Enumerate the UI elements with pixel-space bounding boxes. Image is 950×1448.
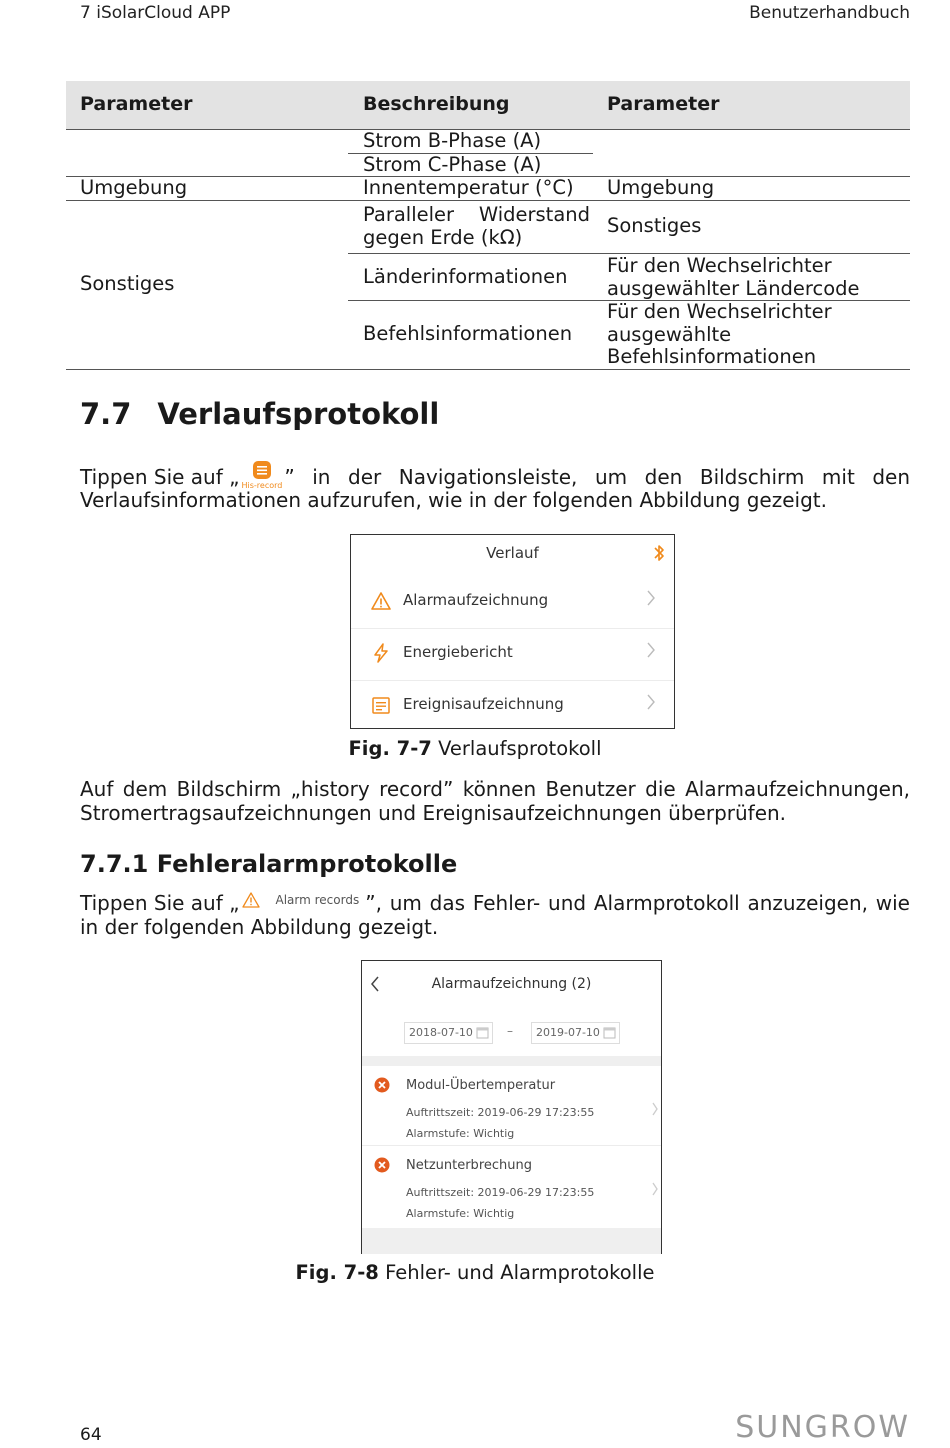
para-text: ”, um das Fehler- und Alarmprotokoll anzuzeigen, wie xyxy=(365,890,910,915)
event-list-icon xyxy=(370,694,392,716)
warning-icon xyxy=(370,590,392,612)
chevron-right-icon xyxy=(646,589,656,607)
list-footer-gap xyxy=(362,1228,661,1254)
date-to-field[interactable] xyxy=(531,1022,620,1044)
paragraph-line xyxy=(80,462,910,490)
table-cell: Paralleler Widerstand xyxy=(363,203,591,226)
list-item-label: Alarmaufzeichnung xyxy=(403,591,549,609)
chevron-right-icon xyxy=(651,1181,659,1197)
date-separator: – xyxy=(507,1024,513,1038)
calendar-icon xyxy=(603,1026,616,1039)
list-item-alarm-records[interactable] xyxy=(351,577,674,629)
alarm-records-inline-label: Alarm records xyxy=(275,892,360,907)
his-record-icon-label: His-record xyxy=(241,481,283,490)
date-from-field[interactable] xyxy=(404,1022,493,1044)
chevron-right-icon xyxy=(646,693,656,711)
alarm-list-item[interactable] xyxy=(362,1147,661,1227)
screen-title: Alarmaufzeichnung (2) xyxy=(431,976,592,992)
chevron-right-icon xyxy=(646,641,656,659)
alarm-name: Netzunterbrechung xyxy=(406,1158,532,1173)
table-cell: Sonstiges xyxy=(80,272,175,295)
page-number: 64 xyxy=(80,1425,102,1445)
table-cell: Für den Wechselrichter xyxy=(607,300,832,323)
table-cell: Für den Wechselrichter xyxy=(607,254,832,277)
alarm-level: Alarmstufe: Wichtig xyxy=(406,1207,515,1220)
alarm-time: Auftrittszeit: 2019-06-29 17:23:55 xyxy=(406,1186,595,1199)
table-cell: Umgebung xyxy=(80,176,188,199)
figure-caption xyxy=(0,737,950,760)
chevron-right-icon xyxy=(651,1101,659,1117)
his-record-nav-icon xyxy=(242,459,283,490)
table-cell: ausgewählter Ländercode xyxy=(607,277,860,300)
alarm-name: Modul-Übertemperatur xyxy=(406,1078,556,1093)
table-cell: Länderinformationen xyxy=(363,265,568,288)
table-cell: Strom B-Phase (A) xyxy=(363,129,542,152)
alarm-list-item[interactable] xyxy=(362,1066,661,1146)
warning-icon xyxy=(242,892,260,908)
table-cell: Innentemperatur (°C) xyxy=(363,176,574,199)
table-cell: Befehlsinformationen xyxy=(607,345,817,368)
table-cell: Strom C-Phase (A) xyxy=(363,153,542,176)
date-from-value: 2018-07-10 xyxy=(409,1026,473,1039)
subsection-heading: 7.7.1 Fehleralarmprotokolle xyxy=(80,850,458,878)
lightning-icon xyxy=(370,642,392,664)
his-record-icon xyxy=(251,459,273,481)
bluetooth-icon[interactable] xyxy=(652,543,666,563)
table-cell: Umgebung xyxy=(607,176,715,199)
para-text: Tippen Sie auf „ xyxy=(80,465,240,489)
caption-text: Fehler- und Alarmprotokolle xyxy=(378,1261,655,1284)
sungrow-logo: SUNGROW xyxy=(735,1410,910,1445)
alarm-records-screenshot xyxy=(361,960,662,1254)
table-cell: Befehlsinformationen xyxy=(363,322,573,345)
list-item-energy-report[interactable] xyxy=(351,629,674,681)
paragraph-line: Auf dem Bildschirm „history record” können Benutzer die Alarmaufzeichnungen, xyxy=(80,777,910,801)
section-number: 7.7 xyxy=(80,397,132,431)
paragraph-line: Verlaufsinformationen aufzurufen, wie in der folgenden Abbildung gezeigt. xyxy=(80,488,827,512)
alarm-level: Alarmstufe: Wichtig xyxy=(406,1127,515,1140)
section-title: Verlaufsprotokoll xyxy=(157,397,440,431)
figure-caption xyxy=(0,1261,950,1284)
caption-text: Verlaufsprotokoll xyxy=(431,737,602,760)
list-item-label: Ereignisaufzeichnung xyxy=(403,695,564,713)
table-cell: ausgewählte xyxy=(607,323,732,346)
list-item-event-records[interactable] xyxy=(351,681,674,733)
alarm-time: Auftrittszeit: 2019-06-29 17:23:55 xyxy=(406,1106,595,1119)
list-item-label: Energiebericht xyxy=(403,643,513,661)
section-gap xyxy=(362,1056,661,1066)
paragraph-line xyxy=(80,890,910,916)
para-text: ” in der Navigationsleiste, um den Bildschirm mit den xyxy=(284,465,910,489)
table-bottom-rule xyxy=(66,369,910,370)
table-cell: Sonstiges xyxy=(607,214,702,237)
para-text: Tippen Sie auf „ xyxy=(80,890,240,915)
caption-number: Fig. 7-7 xyxy=(348,737,432,760)
section-heading xyxy=(80,397,439,431)
running-header-left: 7 iSolarCloud APP xyxy=(80,3,231,23)
error-x-icon xyxy=(374,1077,390,1093)
table-divider xyxy=(66,200,910,201)
date-to-value: 2019-07-10 xyxy=(536,1026,600,1039)
calendar-icon xyxy=(476,1026,489,1039)
table-cell: gegen Erde (kΩ) xyxy=(363,226,523,249)
history-screen-screenshot xyxy=(350,534,675,729)
table-header-cell: Parameter xyxy=(607,93,720,115)
screen-title: Verlauf xyxy=(486,544,539,562)
table-header-cell: Parameter xyxy=(80,93,193,115)
paragraph-line: Stromertragsaufzeichnungen und Ereignisaufzeichnungen überprüfen. xyxy=(80,801,787,825)
running-header-right: Benutzerhandbuch xyxy=(749,3,910,23)
caption-number: Fig. 7-8 xyxy=(295,1261,379,1284)
error-x-icon xyxy=(374,1157,390,1173)
table-header-cell: Beschreibung xyxy=(363,93,510,115)
paragraph-line: in der folgenden Abbildung gezeigt. xyxy=(80,915,439,939)
